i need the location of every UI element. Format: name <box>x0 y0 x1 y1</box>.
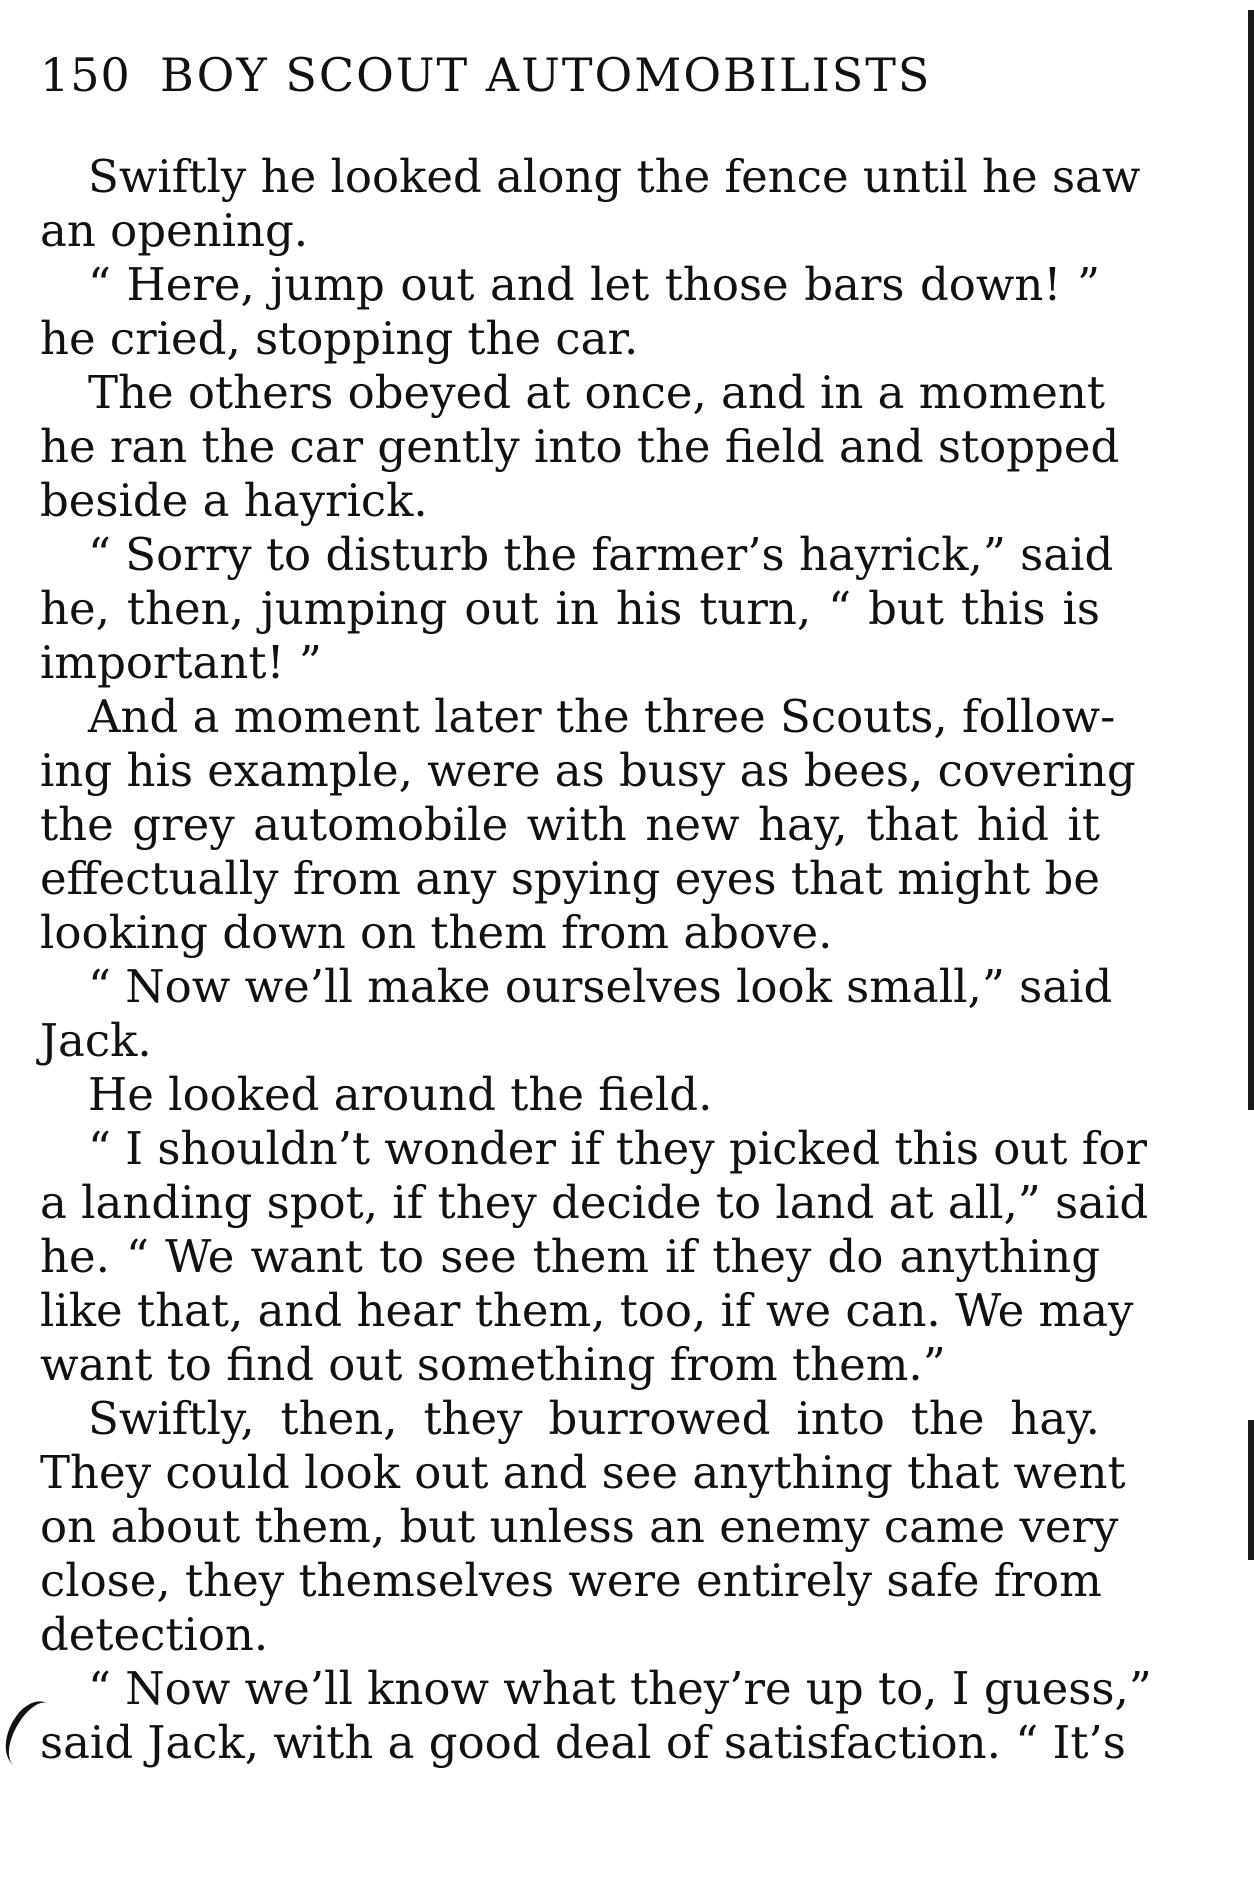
text-line: Jack. <box>40 1014 152 1067</box>
text-line: effectually from any spying eyes that might be <box>40 852 1100 905</box>
text-line: like that, and hear them, too, if we can. We may <box>40 1284 1134 1337</box>
text-line: “ Sorry to disturb the farmer’s hayrick,” said <box>88 528 1114 581</box>
text-line: ing his example, were as busy as bees, covering <box>40 744 1136 797</box>
text-line: They could look out and see anything that went <box>40 1446 1126 1499</box>
text-line: The others obeyed at once, and in a moment <box>88 366 1105 419</box>
text-line: want to find out something from them.” <box>40 1338 946 1391</box>
text-line: “ Here, jump out and let those bars down! ” <box>88 258 1100 311</box>
text-line: close, they themselves were entirely safe from <box>40 1554 1102 1607</box>
text-line: a landing spot, if they decide to land at all,” said <box>40 1176 1149 1229</box>
text-line: beside a hayrick. <box>40 474 428 527</box>
page-header <box>40 48 1100 102</box>
text-line: the grey automobile with new hay, that hid it <box>40 798 1100 851</box>
text-line: “ Now we’ll make ourselves look small,” said <box>88 960 1113 1013</box>
text-line: he cried, stopping the car. <box>40 312 639 365</box>
text-line: Swiftly he looked along the fence until he saw <box>88 150 1141 203</box>
text-line: said Jack, with a good deal of satisfaction. “ It’s <box>40 1716 1126 1769</box>
text-line: detection. <box>40 1608 269 1661</box>
page-edge-shadow-lower <box>1248 1420 1254 1560</box>
text-line: he ran the car gently into the field and stopped <box>40 420 1120 473</box>
text-line: an opening. <box>40 204 309 257</box>
text-line: on about them, but unless an enemy came very <box>40 1500 1119 1553</box>
text-line: he, then, jumping out in his turn, “ but this is <box>40 582 1100 635</box>
text-line: “ Now we’ll know what they’re up to, I guess,” <box>88 1662 1152 1715</box>
text-line: “ I shouldn’t wonder if they picked this out for <box>88 1122 1148 1175</box>
running-title: BOY SCOUT AUTOMOBILISTS <box>160 48 932 102</box>
text-line: Swiftly, then, they burrowed into the hay. <box>88 1392 1100 1445</box>
page-number: 150 <box>40 48 131 102</box>
body-text <box>40 150 1152 1770</box>
text-line: important! ” <box>40 636 322 689</box>
text-line: looking down on them from above. <box>40 906 833 959</box>
text-line: And a moment later the three Scouts, follow- <box>88 690 1116 743</box>
text-line: He looked around the field. <box>88 1068 713 1121</box>
text-line: he. “ We want to see them if they do anything <box>40 1230 1100 1283</box>
page-edge-shadow <box>1248 10 1254 1110</box>
